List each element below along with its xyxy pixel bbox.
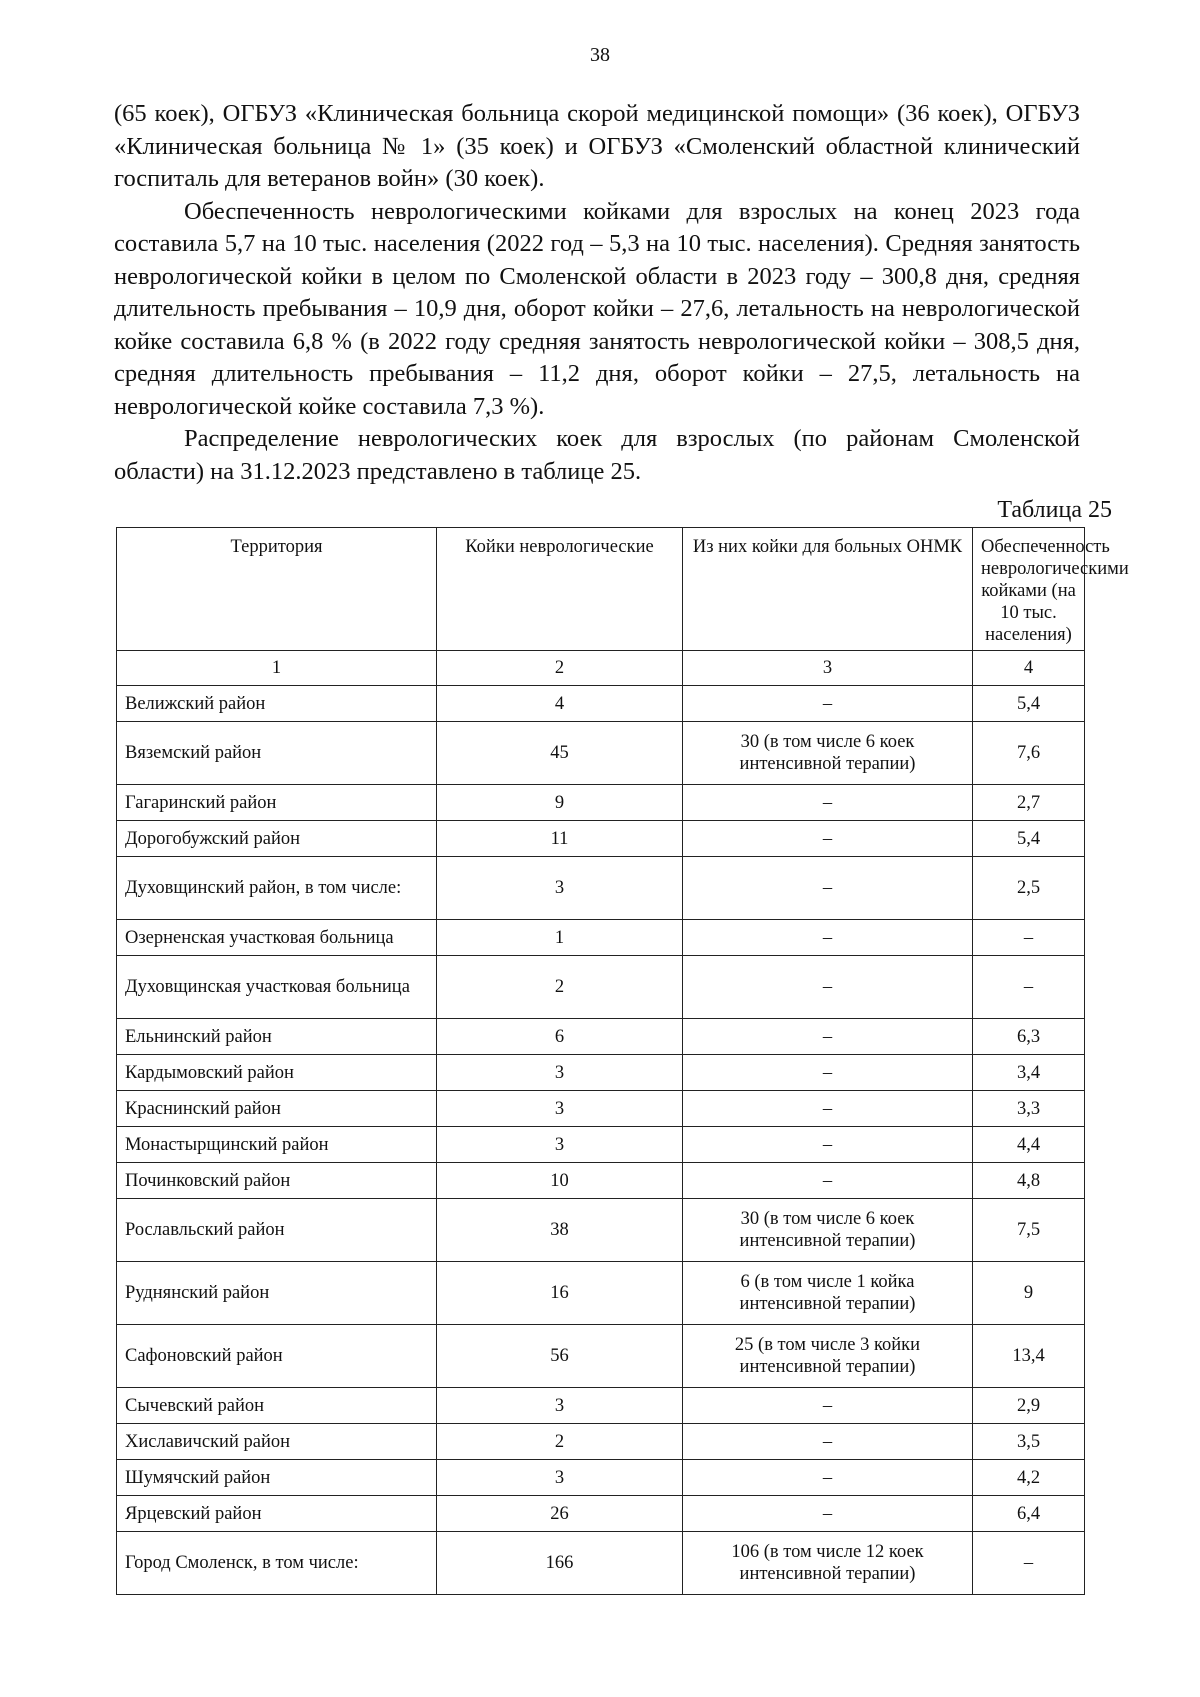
cell-neuro-beds: 45 [437,722,683,785]
cell-territory: Хиславичский район [117,1424,437,1460]
cell-territory: Руднянский район [117,1262,437,1325]
cell-territory: Гагаринский район [117,785,437,821]
cell-territory: Сычевский район [117,1388,437,1424]
cell-territory: Монастырщинский район [117,1127,437,1163]
cell-neuro-beds: 38 [437,1199,683,1262]
cell-stroke-beds: – [683,1496,973,1532]
cell-stroke-beds: – [683,956,973,1019]
cell-stroke-beds: – [683,1424,973,1460]
table-row [117,785,1085,821]
cell-stroke-beds: – [683,1460,973,1496]
cell-beds-per-10k: 3,5 [973,1424,1085,1460]
cell-beds-per-10k: 2,9 [973,1388,1085,1424]
beds-table [116,527,1129,1595]
cell-neuro-beds: 9 [437,785,683,821]
table-row [117,1262,1085,1325]
header-beds-per-10k: Обеспеченность неврологическими койками (на 10 тыс. населения) [973,528,1085,651]
cell-territory: Ельнинский район [117,1019,437,1055]
cell-stroke-beds: 25 (в том числе 3 койки интенсивной терапии) [683,1325,973,1388]
table-row [117,1055,1085,1091]
table-header-row [117,528,1085,651]
column-number-row [117,651,1085,686]
cell-beds-per-10k: 3,3 [973,1091,1085,1127]
cell-beds-per-10k: 5,4 [973,821,1085,857]
cell-beds-per-10k: 13,4 [973,1325,1085,1388]
cell-stroke-beds: – [683,785,973,821]
cell-beds-per-10k: – [973,920,1085,956]
column-number: 2 [437,651,683,686]
cell-stroke-beds: 6 (в том числе 1 койка интенсивной терапии) [683,1262,973,1325]
cell-territory: Рославльский район [117,1199,437,1262]
paragraph-statistics: Обеспеченность неврологическими койками для взрослых на конец 2023 года составила 5,7 на 10 тыс. населения (2022 год – 5,3 на 10 тыс. населения). Средняя занятость неврологической койки в целом по Смоленской области в 2023 году – 300,8 дня, средняя длительность пребывания – 10,9 дня, оборот койки – 27,6, летальность на неврологической койке составила 6,8 % (в 2022 году средняя занятость неврологической койки – 308,5 дня, средняя длительность пребывания – 11,2 дня, оборот койки – 27,5, летальность на неврологической койке составила 7,3 %). [114,197,1080,420]
cell-territory: Город Смоленск, в том числе: [117,1532,437,1595]
cell-beds-per-10k: 7,6 [973,722,1085,785]
cell-stroke-beds: – [683,920,973,956]
cell-neuro-beds: 3 [437,1460,683,1496]
cell-neuro-beds: 3 [437,857,683,920]
table-row [117,1163,1085,1199]
cell-beds-per-10k: 2,5 [973,857,1085,920]
cell-territory: Духовщинский район, в том числе: [117,857,437,920]
table-row [117,1019,1085,1055]
cell-neuro-beds: 10 [437,1163,683,1199]
cell-beds-per-10k: 6,4 [973,1496,1085,1532]
cell-neuro-beds: 2 [437,1424,683,1460]
cell-territory: Сафоновский район [117,1325,437,1388]
table-row [117,1325,1085,1388]
cell-stroke-beds: – [683,1163,973,1199]
cell-stroke-beds: – [683,1388,973,1424]
table-row [117,1199,1085,1262]
table-row [117,857,1085,920]
cell-territory: Починковский район [117,1163,437,1199]
cell-neuro-beds: 3 [437,1388,683,1424]
cell-beds-per-10k: 9 [973,1262,1085,1325]
cell-beds-per-10k: 7,5 [973,1199,1085,1262]
cell-beds-per-10k: 2,7 [973,785,1085,821]
cell-neuro-beds: 166 [437,1532,683,1595]
cell-stroke-beds: – [683,857,973,920]
header-stroke-beds: Из них койки для больных ОНМК [683,528,973,651]
cell-neuro-beds: 16 [437,1262,683,1325]
cell-neuro-beds: 11 [437,821,683,857]
body-text [114,98,1080,488]
table-row [117,686,1085,722]
cell-territory: Ярцевский район [117,1496,437,1532]
cell-neuro-beds: 26 [437,1496,683,1532]
cell-stroke-beds: – [683,1127,973,1163]
cell-stroke-beds: 30 (в том числе 6 коек интенсивной терапии) [683,1199,973,1262]
page-number: 38 [590,44,610,66]
cell-territory: Озерненская участковая больница [117,920,437,956]
header-neuro-beds: Койки неврологические [437,528,683,651]
header-territory: Территория [117,528,437,651]
cell-territory: Краснинский район [117,1091,437,1127]
cell-beds-per-10k: 3,4 [973,1055,1085,1091]
table-row [117,956,1085,1019]
table-row [117,1496,1085,1532]
cell-neuro-beds: 1 [437,920,683,956]
table-row [117,1460,1085,1496]
cell-stroke-beds: – [683,1091,973,1127]
column-number: 1 [117,651,437,686]
cell-stroke-beds: 30 (в том числе 6 коек интенсивной терапии) [683,722,973,785]
column-number: 3 [683,651,973,686]
cell-beds-per-10k: 4,2 [973,1460,1085,1496]
table-row [117,920,1085,956]
cell-stroke-beds: – [683,821,973,857]
cell-beds-per-10k: 4,8 [973,1163,1085,1199]
table-row [117,1388,1085,1424]
cell-territory: Кардымовский район [117,1055,437,1091]
cell-beds-per-10k: 4,4 [973,1127,1085,1163]
table-body [117,651,1085,1595]
table-caption: Таблица 25 [997,497,1112,523]
cell-territory: Велижский район [117,686,437,722]
cell-neuro-beds: 4 [437,686,683,722]
table-row [117,1091,1085,1127]
cell-territory: Дорогобужский район [117,821,437,857]
table-row [117,722,1085,785]
cell-beds-per-10k: – [973,956,1085,1019]
cell-territory: Духовщинская участковая больница [117,956,437,1019]
cell-neuro-beds: 2 [437,956,683,1019]
cell-stroke-beds: 106 (в том числе 12 коек интенсивной терапии) [683,1532,973,1595]
cell-neuro-beds: 3 [437,1055,683,1091]
table-row [117,1424,1085,1460]
cell-neuro-beds: 3 [437,1091,683,1127]
table-row [117,821,1085,857]
cell-beds-per-10k: – [973,1532,1085,1595]
cell-neuro-beds: 6 [437,1019,683,1055]
cell-stroke-beds: – [683,1019,973,1055]
cell-neuro-beds: 56 [437,1325,683,1388]
cell-beds-per-10k: 6,3 [973,1019,1085,1055]
column-number: 4 [973,651,1085,686]
paragraph-table-intro: Распределение неврологических коек для взрослых (по районам Смоленской области) на 31.12.2023 представлено в таблице 25. [114,425,1080,485]
table-row [117,1532,1085,1595]
cell-stroke-beds: – [683,686,973,722]
cell-neuro-beds: 3 [437,1127,683,1163]
cell-stroke-beds: – [683,1055,973,1091]
table-row [117,1127,1085,1163]
cell-territory: Шумячский район [117,1460,437,1496]
paragraph-continuation: (65 коек), ОГБУЗ «Клиническая больница скорой медицинской помощи» (36 коек), ОГБУЗ «Клиническая больница № 1» (35 коек) и ОГБУЗ «Смоленский областной клинический госпиталь для ветеранов войн» (30 коек). [114,100,1080,192]
cell-territory: Вяземский район [117,722,437,785]
cell-beds-per-10k: 5,4 [973,686,1085,722]
